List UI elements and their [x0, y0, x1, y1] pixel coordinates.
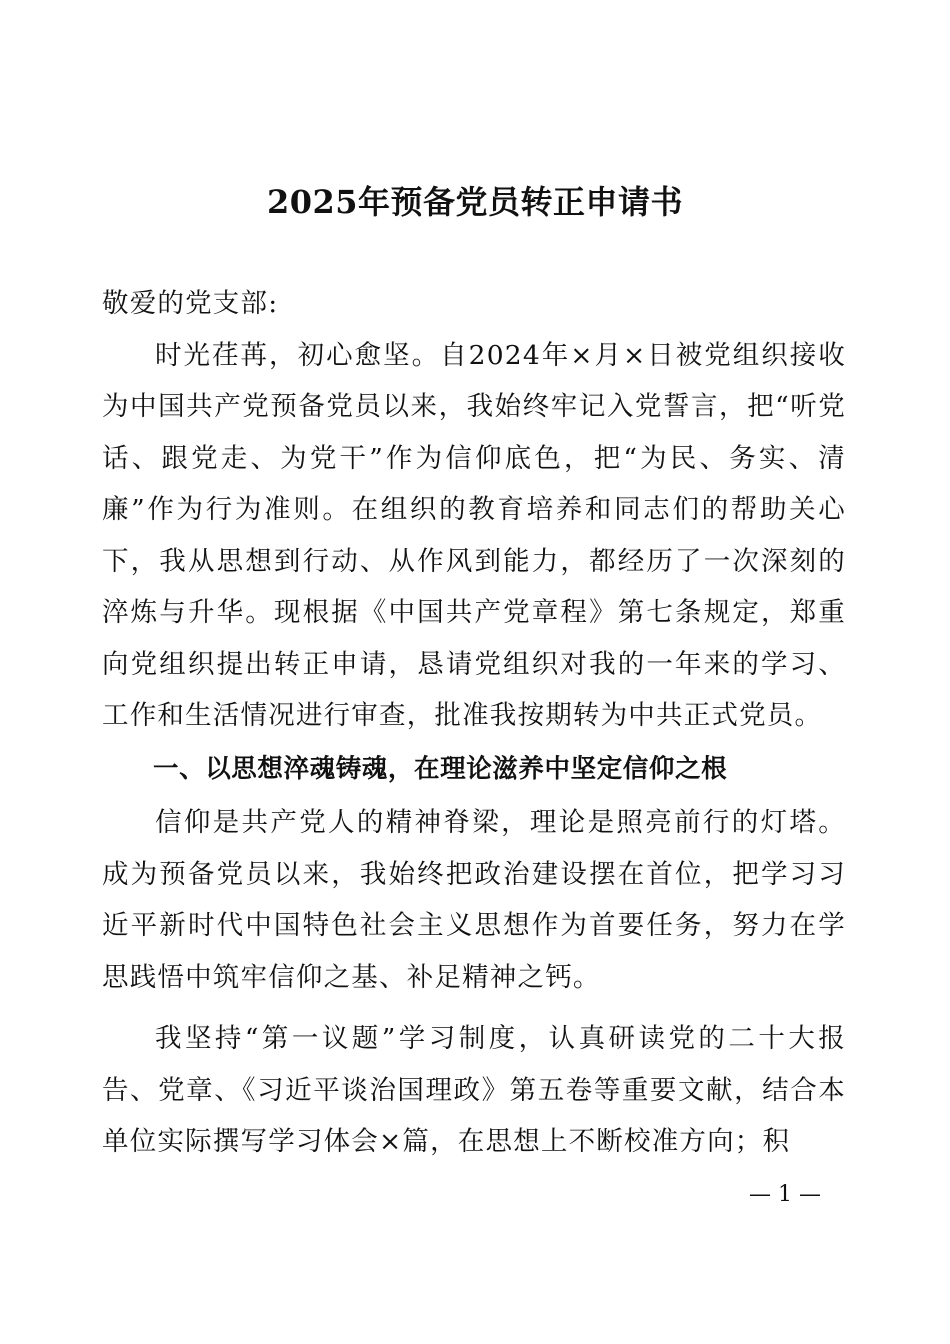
page-number: — 1 —: [749, 1182, 821, 1207]
document-title: 2025年预备党员转正申请书: [266, 183, 684, 221]
section-paragraph: 我坚持“第一议题”学习制度，认真研读党的二十大报告、党章、《习近平谈治国理政》第五卷等重要文献，结合本单位实际撰写学习体会×篇，在思想上不断校准方向；积: [102, 1023, 846, 1157]
section-paragraph: 信仰是共产党人的精神脊梁，理论是照亮前行的灯塔。成为预备党员以来，我始终把政治建设摆在首位，把学习习近平新时代中国特色社会主义思想作为首要任务，努力在学思践悟中筑牢信仰之基、补足精神之钙。: [102, 807, 846, 993]
section-heading: 一、以思想淬魂铸魂，在理论滋养中坚定信仰之根: [153, 753, 728, 784]
intro-paragraph: 时光荏苒，初心愈坚。自2024年×月×日被党组织接收为中国共产党预备党员以来，我始终牢记入党誓言，把“听党话、跟党走、为党干”作为信仰底色，把“为民、务实、清廉”作为行为准则。在组织的教育培养和同志们的帮助关心下，我从思想到行动、从作风到能力，都经历了一次深刻的淬炼与升华。现根据《中国共产党章程》第七条规定，郑重向党组织提出转正申请，恳请党组织对我的一年来的学习、工作和生活情况进行审查，批准我按期转为中共正式党员。: [102, 339, 846, 731]
salutation: 敬爱的党支部:: [102, 288, 279, 319]
document-body: [102, 278, 846, 1168]
